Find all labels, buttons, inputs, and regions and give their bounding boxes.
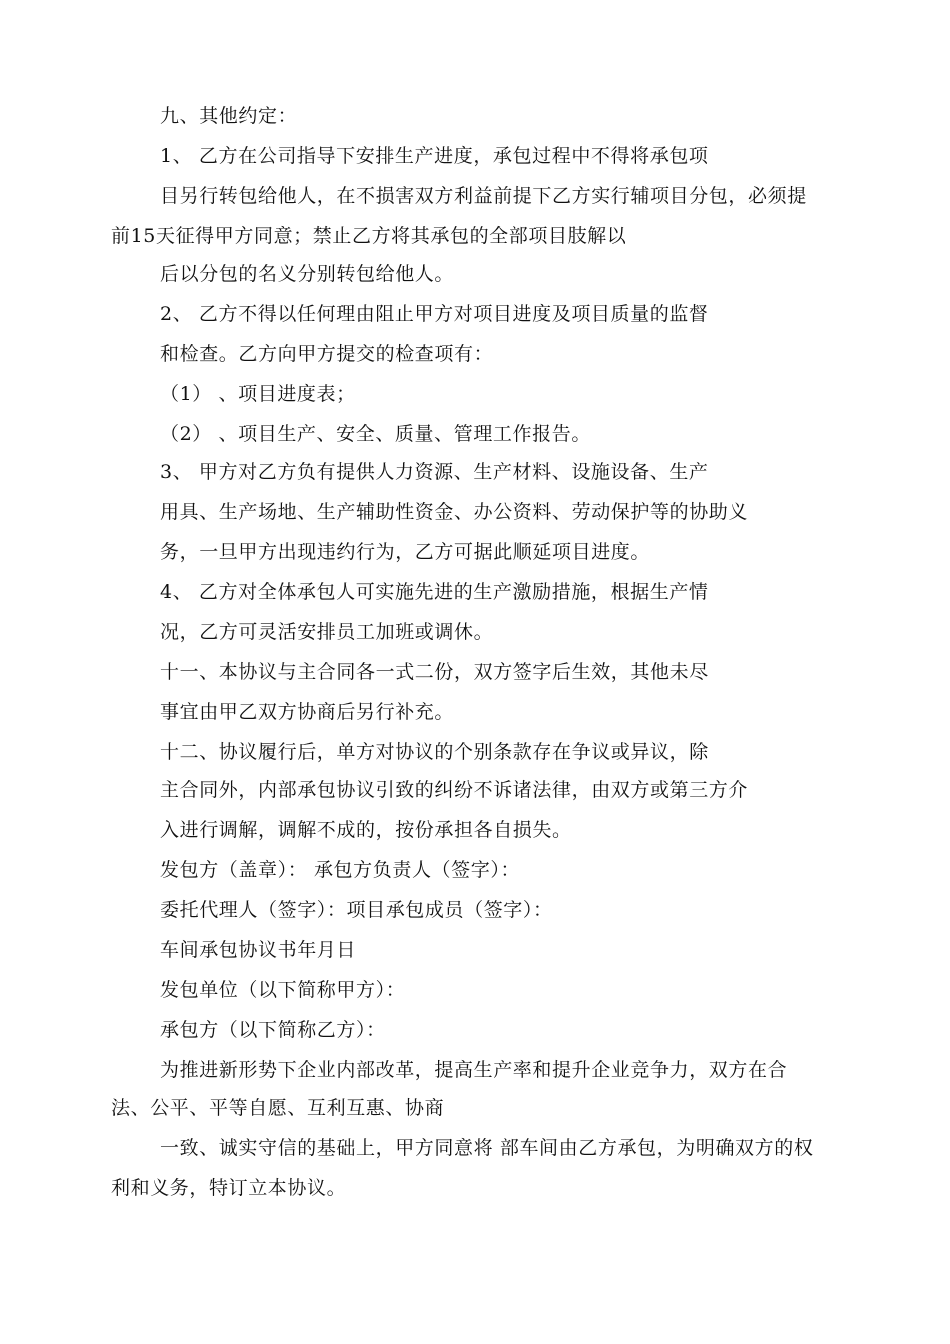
text-line: 法、公平、平等自愿、互利互惠、协商 bbox=[111, 1097, 445, 1119]
text-line: 4、 乙方对全体承包人可实施先进的生产激励措施，根据生产情 bbox=[160, 581, 709, 603]
text-line: 车间承包协议书年月日 bbox=[160, 939, 357, 961]
text-line: 为推进新形势下企业内部改革，提高生产率和提升企业竞争力，双方在合 bbox=[160, 1059, 788, 1081]
text-line: 前15天征得甲方同意；禁止乙方将其承包的全部项目肢解以 bbox=[111, 225, 627, 247]
text-line: 事宜由甲乙双方协商后另行补充。 bbox=[160, 701, 455, 723]
text-line: 主合同外，内部承包协议引致的纠纷不诉诸法律，由双方或第三方介 bbox=[160, 779, 749, 801]
text-line: 3、 甲方对乙方负有提供人力资源、生产材料、设施设备、生产 bbox=[160, 461, 709, 483]
text-line: 发包单位（以下简称甲方）： bbox=[160, 979, 406, 1001]
text-line: 利和义务，特订立本协议。 bbox=[111, 1177, 347, 1199]
text-line: 十一、本协议与主合同各一式二份，双方签字后生效，其他未尽 bbox=[160, 661, 709, 683]
text-line: （1） 、项目进度表； bbox=[160, 383, 356, 405]
text-line: 1、 乙方在公司指导下安排生产进度，承包过程中不得将承包项 bbox=[160, 145, 709, 167]
text-line: 和检查。乙方向甲方提交的检查项有： bbox=[160, 343, 494, 365]
text-line: （2） 、项目生产、安全、质量、管理工作报告。 bbox=[160, 423, 591, 445]
text-line: 承包方（以下简称乙方）： bbox=[160, 1019, 386, 1041]
text-line: 委托代理人（签字）：项目承包成员（签字）： bbox=[160, 899, 553, 921]
text-line: 十二、协议履行后，单方对协议的个别条款存在争议或异议，除 bbox=[160, 741, 709, 763]
text-line: 后以分包的名义分别转包给他人。 bbox=[160, 263, 455, 285]
text-line: 2、 乙方不得以任何理由阻止甲方对项目进度及项目质量的监督 bbox=[160, 303, 709, 325]
text-line: 入进行调解，调解不成的，按份承担各自损失。 bbox=[160, 819, 572, 841]
text-line: 九、其他约定： bbox=[160, 105, 298, 127]
text-line: 发包方（盖章）： 承包方负责人（签字）： bbox=[160, 859, 521, 881]
text-line: 一致、诚实守信的基础上，甲方同意将 部车间由乙方承包，为明确双方的权 bbox=[160, 1137, 814, 1159]
text-line: 务，一旦甲方出现违约行为，乙方可据此顺延项目进度。 bbox=[160, 541, 651, 563]
text-line: 用具、生产场地、生产辅助性资金、办公资料、劳动保护等的协助义 bbox=[160, 501, 749, 523]
text-line: 况，乙方可灵活安排员工加班或调休。 bbox=[160, 621, 494, 643]
text-line: 目另行转包给他人，在不损害双方利益前提下乙方实行辅项目分包，必须提 bbox=[160, 185, 807, 207]
